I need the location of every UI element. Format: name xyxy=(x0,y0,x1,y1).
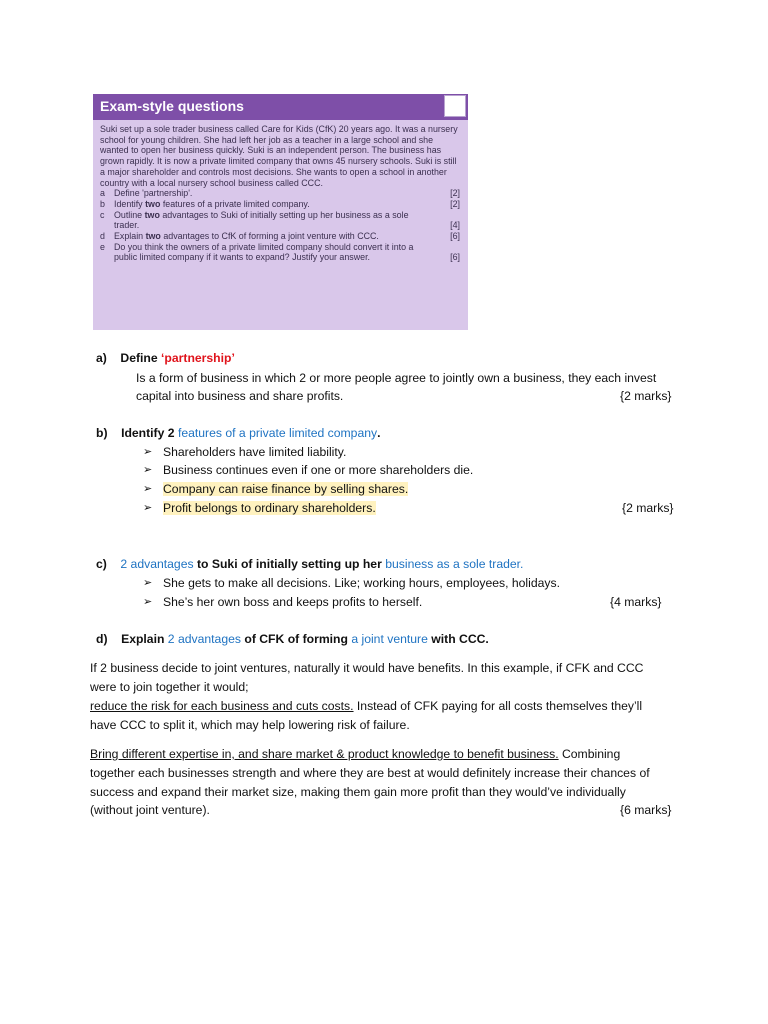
answer-d-marks: {6 marks} xyxy=(620,803,672,817)
answer-d-p1-line-4: have CCC to split it, which may help lowering risk of failure. xyxy=(90,718,410,732)
answer-a-heading xyxy=(96,351,235,365)
exam-questions-box xyxy=(93,94,468,330)
question-text-bold: two xyxy=(145,198,161,209)
heading-text: Define xyxy=(120,351,162,365)
heading-term: a joint venture xyxy=(351,632,428,646)
answer-b-bullet-4 xyxy=(163,501,376,515)
question-text-part: advantages to CfK of forming a joint venture with CCC. xyxy=(160,231,379,242)
question-text-part: Outline xyxy=(114,209,145,220)
question-text-part: Explain xyxy=(114,231,146,242)
answer-c-heading xyxy=(96,557,523,571)
answer-d-p1-line-3 xyxy=(90,699,642,713)
bullet-arrow-icon: ➢ xyxy=(143,446,153,458)
heading-term: 2 advantages xyxy=(120,557,194,571)
question-text-part: features of a private limited company. xyxy=(160,198,310,209)
answer-d-p1-line-1: If 2 business decide to joint ventures, naturally it would have benefits. In this example, if CFK and CCC xyxy=(90,661,644,675)
heading-term: features of a private limited company xyxy=(177,426,378,440)
answer-d-p2-line-3: success and expand their market size, making them gain more profit than they would’ve individually xyxy=(90,785,626,799)
heading-text: . xyxy=(377,426,381,440)
answer-d-heading xyxy=(96,632,489,646)
answer-b-bullet-2: Business continues even if one or more shareholders die. xyxy=(163,463,474,477)
question-text-bold: two xyxy=(144,209,160,220)
answer-b-heading xyxy=(96,426,381,440)
question-text xyxy=(114,210,434,231)
question-text xyxy=(114,199,434,210)
exam-box-header xyxy=(93,94,468,120)
underlined-text: Bring different expertise in, and share market & product knowledge to benefit business. xyxy=(90,747,559,761)
answer-label: c) xyxy=(96,557,107,571)
bullet-arrow-icon: ➢ xyxy=(143,464,153,476)
question-letter: d xyxy=(100,231,105,242)
answer-b-marks: {2 marks} xyxy=(622,501,674,515)
answer-c-bullet-1: She gets to make all decisions. Like; working hours, employees, holidays. xyxy=(163,576,560,590)
question-marks: [6] xyxy=(450,231,460,242)
exam-box-title: Exam-style questions xyxy=(100,98,244,114)
answer-c-bullet-2: She’s her own boss and keeps profits to herself. xyxy=(163,595,423,609)
answer-d-p2-line-1 xyxy=(90,747,620,761)
heading-text: Explain xyxy=(121,632,168,646)
question-text: Define 'partnership'. xyxy=(114,188,193,199)
question-marks: [4] xyxy=(450,220,460,231)
question-marks: [2] xyxy=(450,198,460,209)
heading-term: 2 advantages xyxy=(167,632,241,646)
answer-d-p1-line-2: were to join together it would; xyxy=(90,680,249,694)
question-text-part: Identify xyxy=(114,198,146,209)
question-text xyxy=(114,231,434,242)
question-text-bold: two xyxy=(145,231,161,242)
heading-text: to Suki of initially setting up her xyxy=(193,557,386,571)
heading-text: with CCC. xyxy=(427,632,489,646)
heading-text: Identify 2 xyxy=(121,426,178,440)
bullet-arrow-icon: ➢ xyxy=(143,502,153,514)
exam-question-e xyxy=(100,242,460,263)
answer-a-marks: {2 marks} xyxy=(620,389,672,403)
answer-d-p2-line-2: together each businesses strength and where they are best at would definitely increase their chances of xyxy=(90,766,650,780)
bullet-arrow-icon: ➢ xyxy=(143,596,153,608)
exam-question-b xyxy=(100,199,460,210)
bullet-arrow-icon: ➢ xyxy=(143,483,153,495)
body-text: Instead of CFK paying for all costs themselves they’ll xyxy=(353,699,643,713)
question-letter: b xyxy=(100,198,105,209)
question-letter: a xyxy=(100,188,105,199)
heading-text: of CFK of forming xyxy=(240,632,352,646)
highlighted-text: Company can raise finance by selling shares. xyxy=(163,482,409,496)
heading-term: business as a sole trader. xyxy=(385,557,524,571)
answer-a-line-2: capital into business and share profits. xyxy=(136,389,344,403)
highlighted-text: Profit belongs to ordinary shareholders. xyxy=(163,501,376,515)
exam-question-a xyxy=(100,188,460,199)
exam-box-corner-square xyxy=(444,95,466,117)
heading-term: ‘partnership’ xyxy=(161,351,235,365)
exam-box-body xyxy=(93,120,468,263)
answer-d-p2-line-4: (without joint venture). xyxy=(90,803,210,817)
answer-b-bullet-1: Shareholders have limited liability. xyxy=(163,445,347,459)
exam-question-d xyxy=(100,231,460,242)
exam-question-c xyxy=(100,210,460,231)
body-text: Combining xyxy=(558,747,621,761)
question-marks: [2] xyxy=(450,188,460,199)
answer-label: a) xyxy=(96,351,107,365)
answer-label: b) xyxy=(96,426,108,440)
question-letter: e xyxy=(100,241,105,252)
answer-b-bullet-3 xyxy=(163,482,408,496)
question-text-part: advantages to Suki of initially setting up her business as a sole trader. xyxy=(114,209,409,231)
answer-a-line-1: Is a form of business in which 2 or more people agree to jointly own a business, they each invest xyxy=(136,371,657,385)
answer-c-marks: {4 marks} xyxy=(610,595,662,609)
question-text: Do you think the owners of a private limited company should convert it into a public limited company if it wants to expand? Justify your answer. xyxy=(114,241,414,263)
answer-label: d) xyxy=(96,632,108,646)
exam-scenario-text: Suki set up a sole trader business called Care for Kids (CfK) 20 years ago. It was a nursery school for young children. She had left her job as a teacher in a large school and she wanted to open her business quickly. Suki is an independent person. The business has grown rapidly. It is now a private limited company that owns 45 nursery schools. Suki is still a major shareholder and controls most decisions. She wants to open a school in another country with a local nursery school business called CCC. xyxy=(100,124,458,188)
bullet-arrow-icon: ➢ xyxy=(143,577,153,589)
underlined-text: reduce the risk for each business and cuts costs. xyxy=(90,699,354,713)
question-letter: c xyxy=(100,209,105,220)
question-marks: [6] xyxy=(450,252,460,263)
